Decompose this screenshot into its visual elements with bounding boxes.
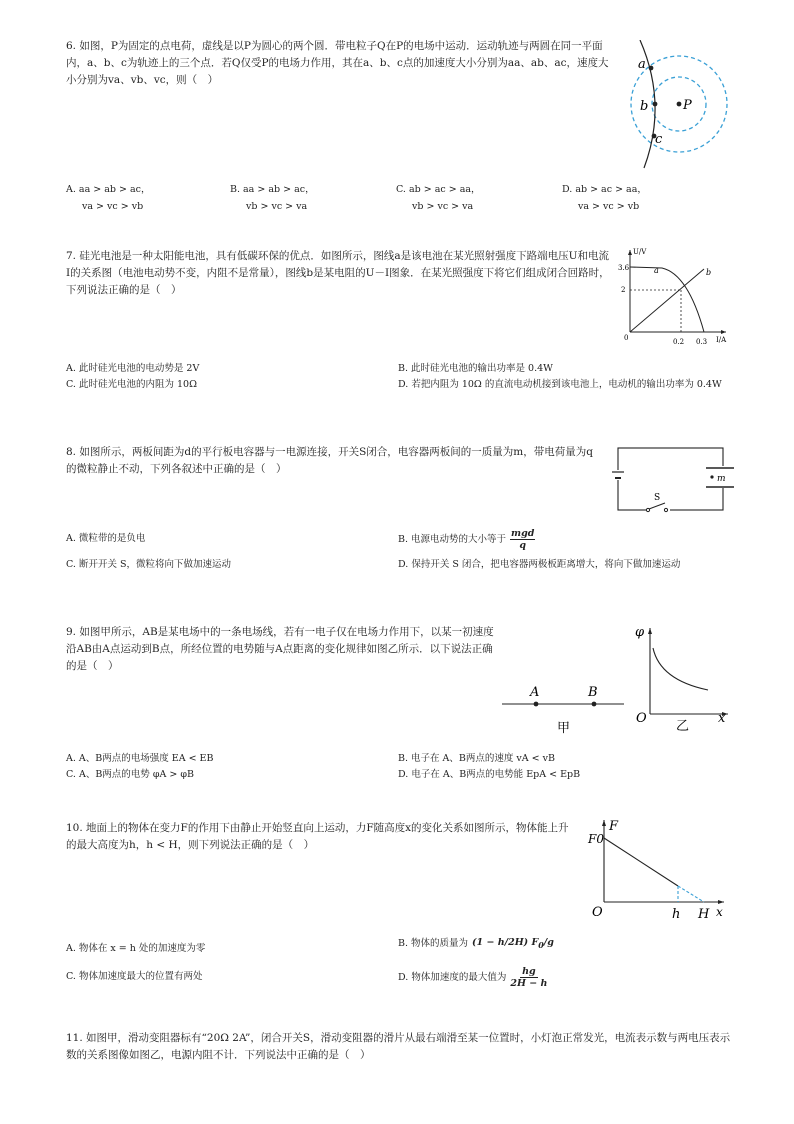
q6-option-a[interactable] [66,181,226,215]
svg-text:0.2: 0.2 [673,338,685,346]
svg-text:h: h [672,907,681,922]
svg-text:O: O [636,711,647,726]
svg-text:m: m [717,474,726,484]
q7-option-c[interactable]: C. 此时硅光电池的内阻为 10Ω [66,379,197,390]
q8-option-d[interactable]: D. 保持开关 S 闭合，把电容器两极板距离增大，将向下做加速运动 [398,559,681,570]
svg-text:O: O [592,905,603,920]
q6-option-a-line1: A. aa > ab > ac， [66,184,151,195]
svg-text:0: 0 [624,334,629,342]
q7-option-a[interactable]: A. 此时硅光电池的电动势是 2V [66,363,200,374]
q6-option-d-line1: D. ab > ac > aa， [562,184,647,195]
q6-option-a-line2: va > vc > vb [82,201,144,212]
svg-text:B: B [588,685,598,700]
q9-option-b[interactable]: B. 电子在 A、B两点的速度 vA < vB [398,753,555,764]
svg-text:3.6: 3.6 [618,264,630,272]
q9-figure-jia [500,680,628,740]
q6-option-d-line2: va > vc > vb [578,201,640,212]
svg-text:a: a [654,266,659,275]
q10-stem: 10. 地面上的物体在变力F的作用下由静止开始竖直向上运动，力F随高度x的变化关系如图所示，物体能上升的最大高度为h，h < H，则下列说法正确的是（ ） [66,822,569,851]
svg-text:I/A: I/A [716,336,727,344]
q9-stem: 9. 如图甲所示，AB是某电场中的一条电场线，若有一电子仅在电场力作用下，以某一初速度沿AB由A点运动到B点，所经位置的电势随与A点距离的变化规律如图乙所示．以下说法正确的是（ ） [66,626,494,672]
q8-option-b[interactable]: B. 电源电动势的大小等于 mgd q [398,528,535,551]
q6-option-c-line1: C. ab > ac > aa， [396,184,481,195]
q10-force-line [604,838,678,886]
q8-figure [606,442,736,522]
svg-text:φ: φ [635,625,645,640]
q9-option-d[interactable]: D. 电子在 A、B两点的电势能 EpA < EpB [398,769,581,780]
q6-label-a: a [638,57,646,72]
svg-text:F: F [609,819,619,834]
q10-mass-formula: (1 − h/2H) $F_0/g$ [472,937,554,950]
q10-option-a[interactable]: A. 物体在 x = h 处的加速度为零 [66,943,206,954]
q10-figure [584,816,730,926]
q6-point-P [677,102,682,107]
q11-stem: 11. 如图甲，滑动变阻器标有“20Ω 2A”，闭合开关S，滑动变阻器的滑片从最右端滑至某一位置时，小灯泡正常发光，电流表示数与两电压表示数的关系图像如图乙，电源内阻不计．下列说法中正确的是（ ） [66,1032,731,1061]
svg-text:2: 2 [621,286,626,294]
q6-point-b [653,102,658,107]
svg-text:b: b [706,268,712,277]
svg-text:甲: 甲 [557,721,571,736]
q10-label-F0: F0 [588,832,604,846]
q9-potential-curve [653,648,708,690]
q10-option-b[interactable]: B. 物体的质量为 (1 − h/2H) $F_0/g$ [398,934,728,954]
svg-text:x: x [718,711,726,726]
svg-text:x: x [716,905,723,919]
q10-accel-fraction: hg 2H − h [510,966,548,989]
q10-option-c[interactable]: C. 物体加速度最大的位置有两处 [66,971,203,982]
q6-option-b[interactable] [230,181,390,215]
svg-text:S: S [654,493,661,503]
q6-option-c[interactable] [396,181,556,215]
q7-stem: 7. 硅光电池是一种太阳能电池，具有低碳环保的优点．如图所示，图线a是该电池在某光照射强度下路端电压U和电流I的关系图（电池电动势不变，内阻不是常量），图线b是某电阻的U－I图象．在某光照强度下将它们组成闭合回路时，下列说法正确的是（ ） [66,250,610,296]
q9-option-a[interactable]: A. A、B两点的电场强度 EA < EB [66,753,214,764]
q6-figure [622,40,732,175]
q6-label-c: c [655,132,663,147]
q8-option-a[interactable]: A. 微粒带的是负电 [66,533,146,544]
q6-stem: 6. 如图，P为固定的点电荷，虚线是以P为圆心的两个圆．带电粒子Q在P的电场中运动．运动轨迹与两圆在同一平面内，a、b、c为轨迹上的三个点．若Q仅受P的电场力作用，其在a、b、c点的加速度大小分别为aa、ab、ac，速度大小分别为va、vb、vc，则（ ） [66,40,609,86]
svg-text:0.3: 0.3 [696,338,708,346]
q7-option-b[interactable]: B. 此时硅光电池的输出功率是 0.4W [398,363,553,374]
q7-option-d[interactable]: D. 若把内阻为 10Ω 的直流电动机接到该电池上，电动机的输出功率为 0.4W [398,379,722,390]
q8-fraction: mgd q [511,528,535,551]
svg-text:乙: 乙 [676,719,690,734]
q9-figure-yi [630,620,734,744]
svg-text:H: H [698,907,710,922]
q7-figure [618,244,730,352]
q8-stem: 8. 如图所示，两板间距为d的平行板电容器与一电源连接，开关S闭合，电容器两板间的一质量为m，带电荷量为q的微粒静止不动，下列各叙述中正确的是（ ） [66,446,593,475]
q6-option-c-line2: vb > vc > va [412,201,474,212]
svg-text:A: A [530,685,540,700]
q6-option-b-line2: vb > vc > va [246,201,308,212]
q10-option-d[interactable]: D. 物体加速度的最大值为 hg 2H − h [398,966,548,989]
svg-text:U/V: U/V [633,248,647,256]
q8-option-c[interactable]: C. 断开开关 S，微粒将向下做加速运动 [66,559,231,570]
q6-point-a [649,66,654,71]
q9-option-c[interactable]: C. A、B两点的电势 φA > φB [66,769,194,780]
q6-label-P: P [683,98,692,113]
q6-option-d[interactable] [562,181,722,215]
q6-option-b-line1: B. aa > ab > ac， [230,184,315,195]
q6-label-b: b [640,99,649,114]
